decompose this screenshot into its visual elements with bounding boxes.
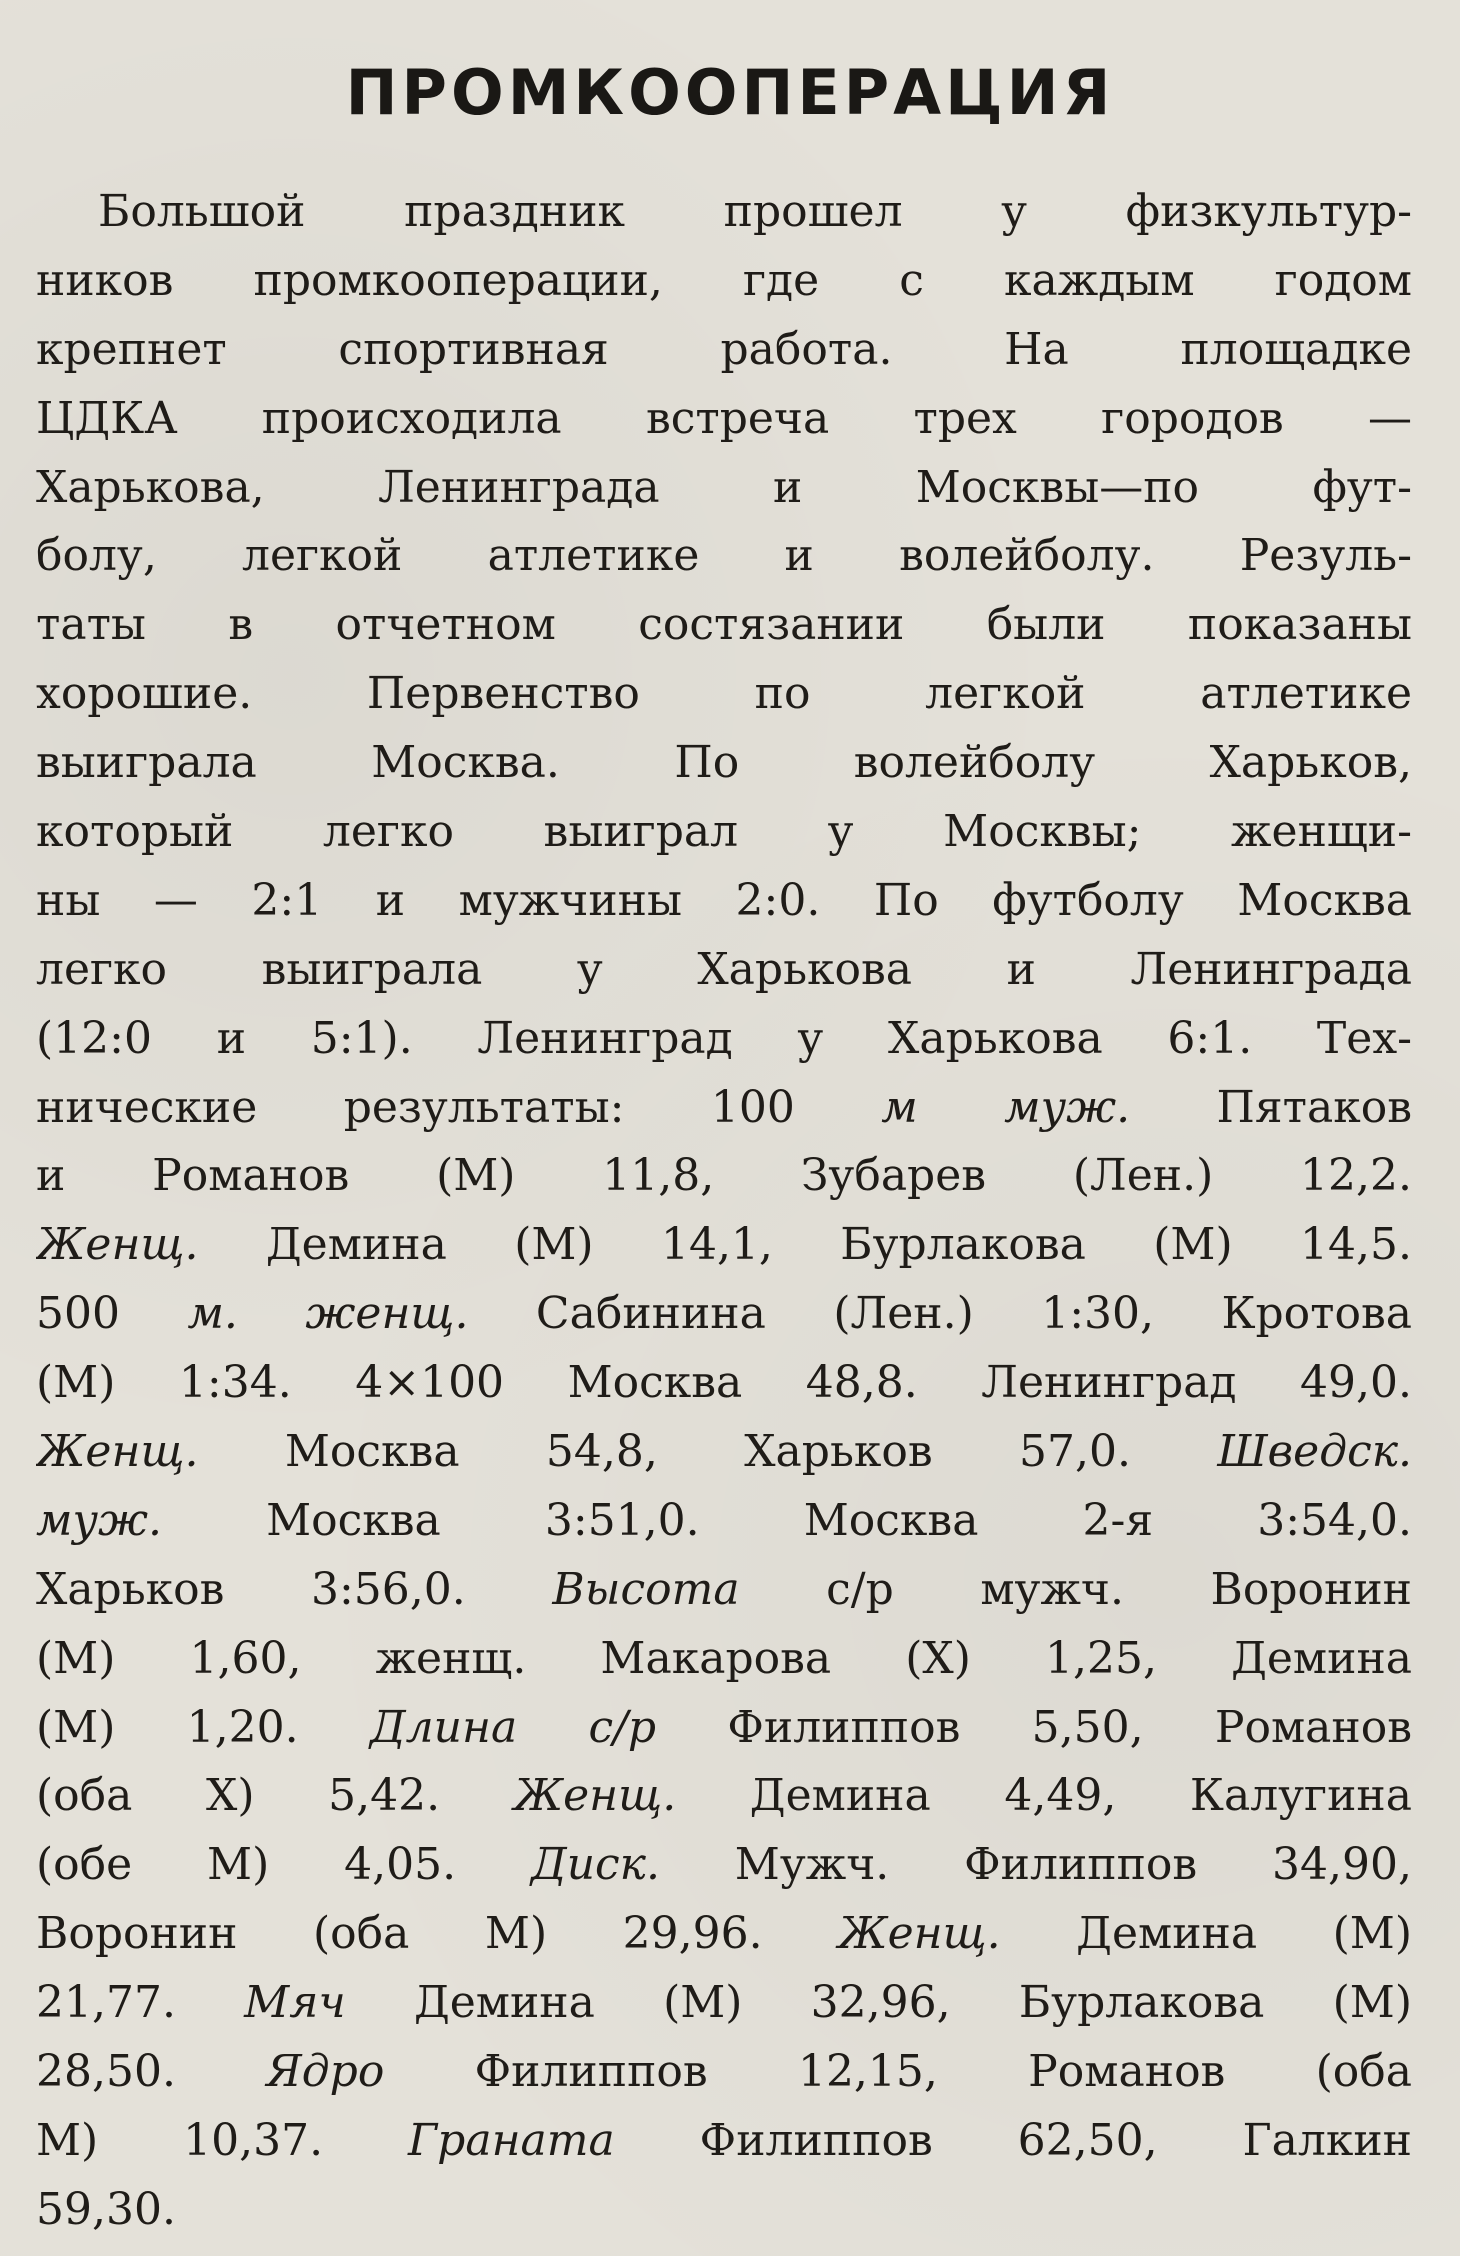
text-run: Мужч. Филиппов 34,90, <box>659 1839 1412 1891</box>
article-line <box>36 1762 1412 1831</box>
text-run: ны — 2:1 и мужчины 2:0. По футболу Москва <box>36 874 1412 926</box>
text-run: Пятаков <box>1130 1081 1412 1133</box>
article-line <box>36 591 1412 660</box>
text-run: 59,30. <box>36 2183 176 2235</box>
article-line <box>36 798 1412 867</box>
article-line <box>36 2038 1412 2107</box>
text-run: крепнет спортивная работа. На площадке <box>36 323 1412 375</box>
text-run: 28,50. <box>36 2046 267 2098</box>
article-line <box>36 1211 1412 1280</box>
text-run: ников промкооперации, где с каждым годом <box>36 254 1412 306</box>
italic-label: Мяч <box>244 1977 346 2029</box>
article-line <box>36 1900 1412 1969</box>
text-run: Демина (М) 32,96, Бурлакова (М) <box>345 1977 1412 2029</box>
article-line <box>36 454 1412 523</box>
article-line <box>36 1280 1412 1349</box>
article-line <box>36 729 1412 798</box>
text-run: и Романов (М) 11,8, Зубарев (Лен.) 12,2. <box>36 1150 1412 1202</box>
italic-label: Граната <box>408 2114 615 2166</box>
article-line <box>36 385 1412 454</box>
article-line <box>36 1969 1412 2038</box>
italic-label: Ядро <box>266 2046 385 2098</box>
italic-label: Высота <box>552 1563 740 1615</box>
article-line <box>36 1694 1412 1763</box>
italic-label: Женщ. <box>838 1908 1001 1960</box>
article-body <box>36 178 1412 2245</box>
italic-label: Женщ. <box>36 1219 199 1271</box>
text-run: Москва 3:51,0. Москва 2-я 3:54,0. <box>162 1494 1412 1546</box>
article-line <box>36 2107 1412 2176</box>
text-run: Филиппов 12,15, Романов (оба <box>384 2046 1412 2098</box>
article-line <box>36 1556 1412 1625</box>
text-run: хорошие. Первенство по легкой атлетике <box>36 668 1412 720</box>
article-line <box>36 1487 1412 1556</box>
text-run: выиграла Москва. По волейболу Харьков, <box>36 737 1412 789</box>
text-run: Демина 4,49, Калугина <box>676 1770 1412 1822</box>
text-run: (12:0 и 5:1). Ленинград у Харькова 6:1. Тех- <box>36 1012 1412 1064</box>
text-run: (оба Х) 5,42. <box>36 1770 514 1822</box>
headline: ПРОМКООПЕРАЦИЯ <box>345 56 1115 129</box>
article-line <box>36 178 1412 247</box>
article-line <box>36 316 1412 385</box>
text-run: Филиппов 5,50, Романов <box>656 1701 1412 1753</box>
article-line <box>36 1831 1412 1900</box>
text-run: (М) 1,20. <box>36 1701 370 1753</box>
article-line <box>36 1005 1412 1074</box>
text-run: таты в отчетном состязании были показаны <box>36 599 1412 651</box>
text-run: Сабинина (Лен.) 1:30, Кротова <box>468 1288 1412 1340</box>
article-line <box>36 522 1412 591</box>
text-run: Москва 54,8, Харьков 57,0. <box>198 1426 1218 1478</box>
text-run: Филиппов 62,50, Галкин <box>614 2114 1412 2166</box>
italic-label: Диск. <box>530 1839 660 1891</box>
text-run: Харькова, Ленинграда и Москвы—по фут- <box>36 461 1412 513</box>
text-run: (обе М) 4,05. <box>36 1839 531 1891</box>
article-line <box>36 660 1412 729</box>
article-line <box>36 1074 1412 1143</box>
italic-label: м. женщ. <box>187 1288 469 1340</box>
italic-label: Шведск. <box>1217 1426 1412 1478</box>
text-run: Большой праздник прошел у физкультур- <box>98 186 1412 237</box>
article-line <box>36 1349 1412 1418</box>
text-run: Демина (М) <box>1000 1908 1412 1960</box>
italic-label: муж. <box>36 1494 163 1546</box>
italic-label: Женщ. <box>36 1426 199 1478</box>
article-line <box>36 1142 1412 1211</box>
italic-label: Длина с/р <box>369 1701 657 1753</box>
article-line <box>36 867 1412 936</box>
text-run: с/р мужч. Воронин <box>739 1563 1412 1615</box>
article-line <box>36 247 1412 316</box>
text-run: болу, легкой атлетике и волейболу. Резуль- <box>36 530 1412 582</box>
text-run: легко выиграла у Харькова и Ленинграда <box>36 943 1412 995</box>
article-line <box>36 936 1412 1005</box>
text-run: 500 <box>36 1288 188 1340</box>
article-line <box>36 1625 1412 1694</box>
text-run: Воронин (оба М) 29,96. <box>36 1908 839 1960</box>
italic-label: Женщ. <box>513 1770 677 1822</box>
text-run: который легко выиграл у Москвы; женщи- <box>36 806 1412 858</box>
text-run: нические результаты: 100 <box>36 1081 882 1133</box>
text-run: Демина (М) 14,1, Бурлакова (М) 14,5. <box>198 1219 1412 1271</box>
italic-label: м муж. <box>881 1081 1131 1133</box>
article-line <box>36 2176 1412 2245</box>
text-run: ЦДКА происходила встреча трех городов — <box>36 392 1412 444</box>
text-run: Харьков 3:56,0. <box>36 1563 553 1615</box>
text-run: 21,77. <box>36 1977 245 2029</box>
text-run: (М) 1:34. 4×100 Москва 48,8. Ленинград 49,0. <box>36 1357 1412 1409</box>
text-run: М) 10,37. <box>36 2114 409 2166</box>
text-run: (М) 1,60, женщ. Макарова (Х) 1,25, Демина <box>36 1632 1412 1684</box>
article-line <box>36 1418 1412 1487</box>
